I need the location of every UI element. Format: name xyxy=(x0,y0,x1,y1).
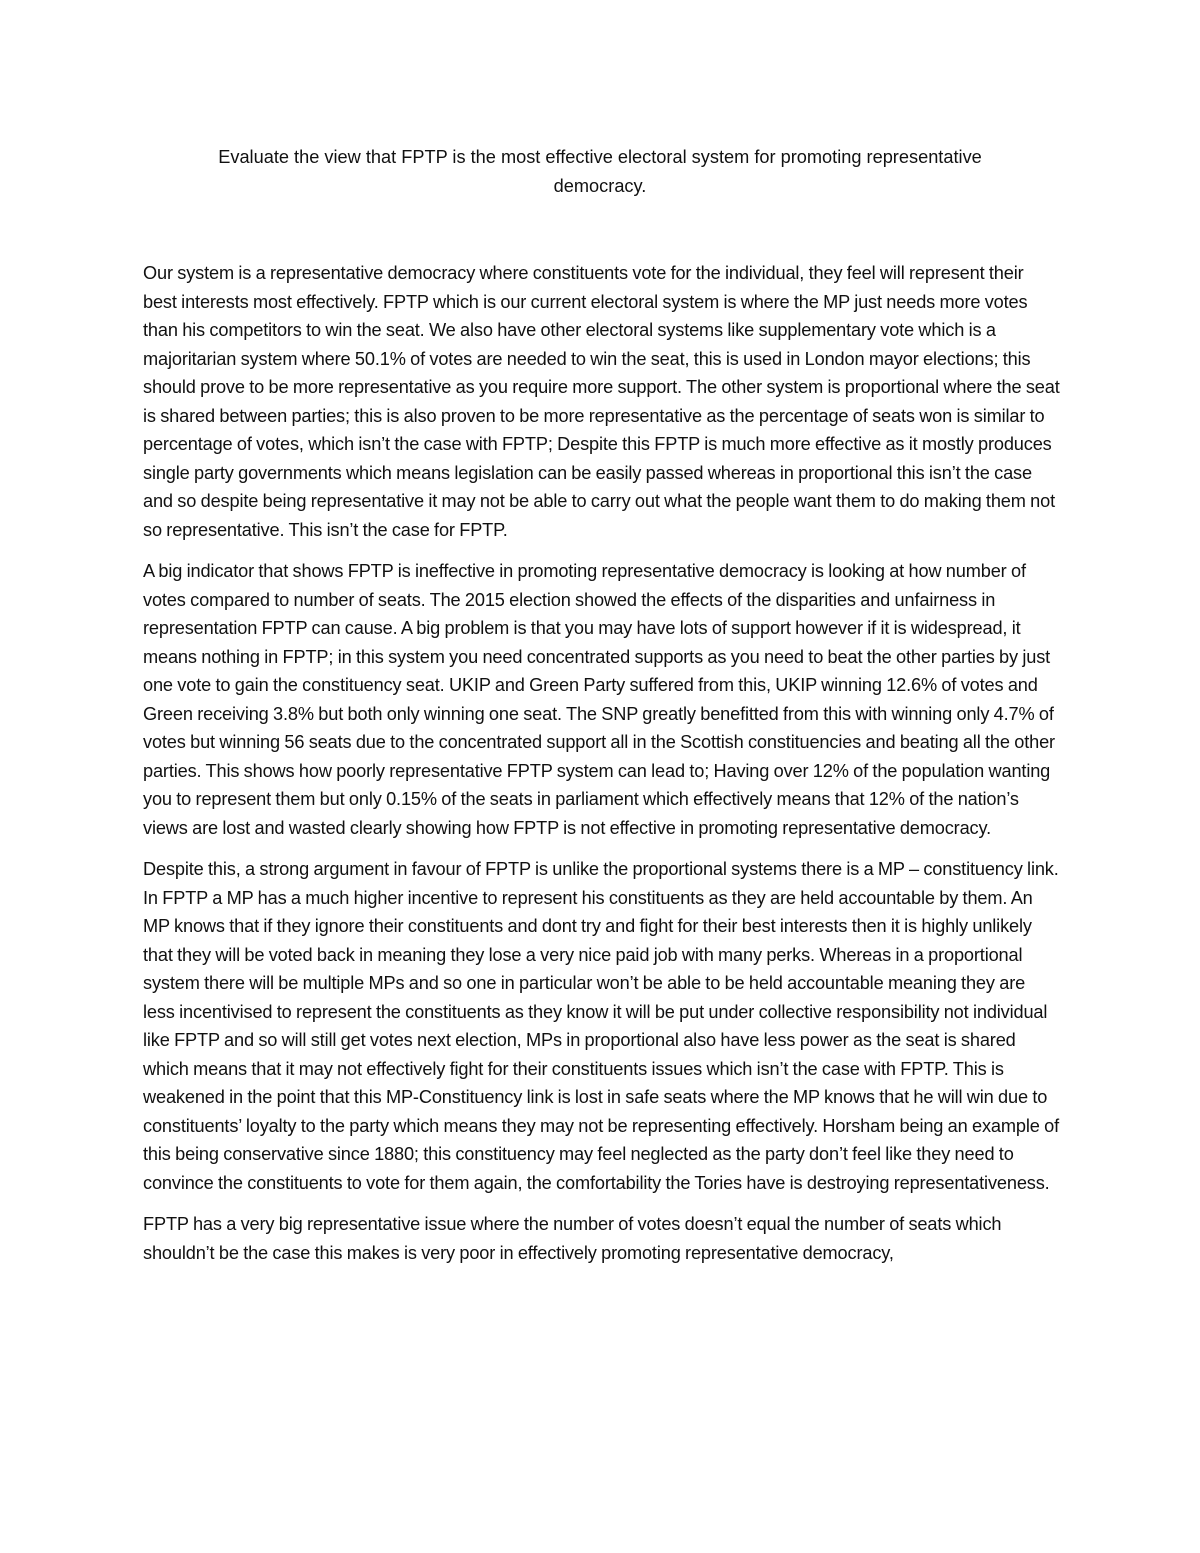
paragraph-conclusion-start: FPTP has a very big representative issue where the number of votes doesn’t equal the number of seats which shouldn’t be the case this makes is very poor in effectively promoting representative democracy, xyxy=(143,1214,1002,1263)
essay-title xyxy=(150,143,1050,200)
paragraph-votes-vs-seats: A big indicator that shows FPTP is ineffective in promoting representative democracy is looking at how number of votes compared to number of seats. The 2015 election showed the effects of the disparities and unfairness in representation FPTP can cause. A big problem is that you may have lots of support however if it is widespread, it means nothing in FPTP; in this system you need concentrated supports as you need to beat the other parties by just one vote to gain the constituency seat. UKIP and Green Party suffered from this, UKIP winning 12.6% of votes and Green receiving 3.8% but both only winning one seat. The SNP greatly benefitted from this with winning only 4.7% of votes but winning 56 seats due to the concentrated support all in the Scottish constituencies and beating all the other parties. This shows how poorly representative FPTP system can lead to; Having over 12% of the population wanting you to represent them but only 0.15% of the seats in parliament which effectively means that 12% of the nation’s views are lost and wasted clearly showing how FPTP is not effective in promoting representative democracy. xyxy=(143,561,1055,838)
paragraph-mp-constituency-link: Despite this, a strong argument in favour of FPTP is unlike the proportional systems there is a MP – constituency link. In FPTP a MP has a much higher incentive to represent his constituents as they are held accountable by them. An MP knows that if they ignore their constituents and dont try and fight for their best interests then it is highly unlikely that they will be voted back in meaning they lose a very nice paid job with many perks. Whereas in a proportional system there will be multiple MPs and so one in particular won’t be able to be held accountable meaning they are less incentivised to represent the constituents as they know it will be put under collective responsibility not individual like FPTP and so will still get votes next election, MPs in proportional also have less power as the seat is shared which means that it may not effectively fight for their constituents issues which isn’t the case with FPTP. This is weakened in the point that this MP-Constituency link is lost in safe seats where the MP knows that he will win due to constituents’ loyalty to the party which means they may not be representing effectively. Horsham being an example of this being conservative since 1880; this constituency may feel neglected as the party don’t feel like they need to convince the constituents to vote for them again, the comfortability the Tories have is destroying representativeness. xyxy=(143,859,1059,1193)
essay-body xyxy=(143,259,1061,1280)
essay-title-line-1: Evaluate the view that FPTP is the most effective electoral system for promoting representative xyxy=(218,147,982,167)
paragraph-intro: Our system is a representative democracy where constituents vote for the individual, they feel will represent their best interests most effectively. FPTP which is our current electoral system is where the MP just needs more votes than his competitors to win the seat. We also have other electoral systems like supplementary vote which is a majoritarian system where 50.1% of votes are needed to win the seat, this is used in London mayor elections; this should prove to be more representative as you require more support. The other system is proportional where the seat is shared between parties; this is also proven to be more representative as the percentage of seats won is similar to percentage of votes, which isn’t the case with FPTP; Despite this FPTP is much more effective as it mostly produces single party governments which means legislation can be easily passed whereas in proportional this isn’t the case and so despite being representative it may not be able to carry out what the people want them to do making them not so representative. This isn’t the case for FPTP. xyxy=(143,263,1060,540)
essay-title-line-2: democracy. xyxy=(553,175,647,196)
